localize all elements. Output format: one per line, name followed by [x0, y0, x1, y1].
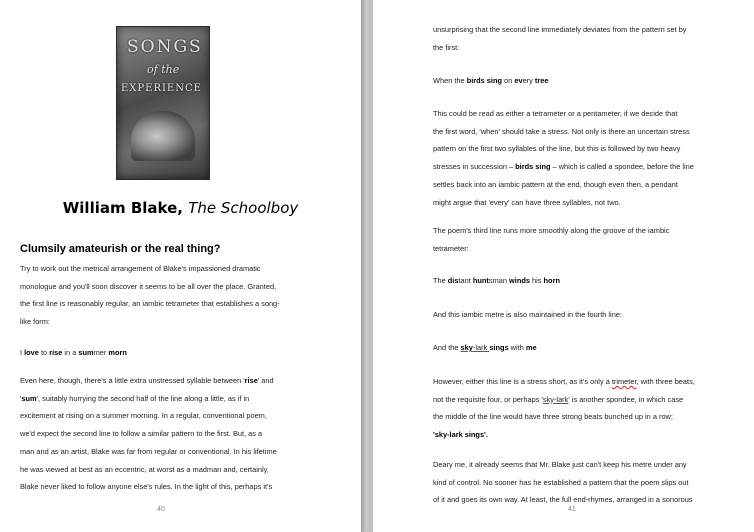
plate-word-of-the: of the — [147, 63, 180, 76]
text-line: Deary me, it already seems that Mr. Blake just can't keep his metre under any — [433, 460, 687, 469]
quoted-line-2 — [433, 72, 718, 90]
page-gutter — [361, 0, 373, 532]
spellcheck-word: trimeter — [611, 377, 637, 386]
title-author: William Blake, — [62, 199, 189, 217]
q-text: When the — [433, 76, 467, 85]
intro-paragraph — [20, 260, 303, 331]
text-line: the first line is reasonably regular, an iambic tetrameter that establishes a song- — [20, 299, 280, 309]
text-line: tetrameter: — [433, 243, 469, 253]
text-run: However, either this line is a stress short, as it's only a — [433, 377, 612, 386]
title-poem: The Schoolboy — [188, 199, 299, 217]
text-run: ' and — [257, 376, 274, 385]
text-bold: birds sing — [515, 162, 551, 172]
text-line: the middle of the line would have three strong beats bunched up in a row; — [433, 412, 673, 422]
text-line: unsurprising that the second line immediately deviates from the pattern set by — [433, 25, 687, 34]
q-stress: birds sing — [466, 76, 503, 85]
q-stress: winds — [509, 276, 530, 285]
text-run: , with three beats, — [636, 377, 695, 386]
q-text: I — [20, 348, 25, 357]
body-paragraph — [433, 222, 718, 257]
q-stress: morn — [108, 348, 127, 357]
q-text: to — [38, 348, 50, 357]
q-text: on — [502, 76, 515, 85]
text-line: the first word, 'when' should take a stress. Not only is there an uncertain stress — [433, 126, 690, 136]
text-run: ', suitably hurrying the second half of the line along a little, as if in — [36, 393, 250, 403]
text-line: like form: — [20, 317, 50, 327]
text-line: Try to work out the metrical arrangement of Blake's impassioned dramatic — [20, 264, 261, 273]
q-text: ery — [522, 76, 535, 85]
q-stress: tree — [534, 76, 549, 85]
text-line: This could be read as either a tetrameter or a pentameter, if we decide that — [433, 109, 678, 118]
text-line: monologue and you'll soon discover it seems to be all over the place. Granted, — [20, 281, 277, 291]
q-stress: horn — [543, 276, 560, 285]
section-heading: Clumsily amateurish or the real thing? — [20, 243, 221, 255]
q-text: mer — [93, 348, 109, 357]
text-line: pattern on the first two syllables of the line, but this is followed by two heavy — [433, 144, 681, 154]
q-text: in a — [62, 348, 79, 357]
text-line: kind of control. No sooner has he established a pattern that the poem slips out — [433, 477, 689, 487]
text-bold: rise — [244, 376, 258, 385]
text-line: And this iambic metre is also maintained in the fourth line: — [433, 310, 622, 319]
text-line: Blake never liked to follow anyone else's rules. In the light of this, perhaps it's — [20, 482, 273, 492]
page-number: 40 — [157, 506, 165, 513]
q-stress: sky — [460, 343, 473, 352]
text-run: ' — [20, 393, 22, 403]
text-line: The poem's third line runs more smoothly along the groove of the iambic — [433, 226, 670, 235]
q-text: The — [433, 276, 448, 285]
q-stress: dis — [447, 276, 459, 285]
q-stress: sum — [78, 348, 94, 357]
body-paragraph — [433, 105, 718, 211]
q-stress: sings — [489, 343, 509, 352]
q-stress: hunt — [472, 276, 489, 285]
body-paragraph — [433, 306, 718, 324]
quoted-line-4 — [433, 339, 718, 357]
text-run: ' is another spondee, in which case — [568, 394, 684, 404]
q-stress: me — [525, 343, 537, 352]
grammar-flag-word: sky-lark — [542, 394, 569, 404]
text-line: he was viewed at best as an eccentric, at worst as a madman and, certainly, — [20, 464, 269, 474]
page-number: 41 — [568, 506, 576, 513]
text-run: Even here, though, there's a little extra unstressed syllable between ' — [20, 376, 245, 385]
text-line: might argue that 'every' can have three syllables, not two. — [433, 197, 621, 207]
songs-of-experience-plate-image — [116, 26, 210, 180]
text-line: excitement at rising on a summer morning. In a regular, conventional poem, — [20, 411, 267, 421]
q-stress: rise — [49, 348, 63, 357]
text-line: we'd expect the second line to follow a similar pattern to the first. But, as a — [20, 429, 263, 439]
left-page — [0, 0, 361, 532]
plate-word-songs: SONGS — [127, 37, 203, 57]
page-title — [0, 199, 361, 217]
text-line: man and as an artist, Blake was far from regular or conventional. In his lifetime — [20, 446, 277, 456]
text-run: not the requisite four, or perhaps ' — [433, 394, 543, 404]
q-text: his — [529, 276, 544, 285]
q-stress: love — [24, 348, 39, 357]
text-line: settles back into an iambic pattern at the end, though even then, a pendant — [433, 179, 678, 189]
plate-word-experience: EXPERIENCE — [121, 83, 202, 94]
text-line: the first: — [433, 42, 460, 52]
quoted-line-3 — [433, 272, 718, 290]
right-page — [373, 0, 754, 532]
text-line-bold: 'sky-lark sings'. — [433, 430, 488, 440]
text-run: stresses in succession – — [433, 162, 516, 172]
q-text: And the — [433, 343, 461, 352]
quoted-line-1 — [20, 344, 303, 362]
text-line: of it and goes its own way. At least, the full end-rhymes, arranged in a sonorous — [433, 495, 693, 505]
text-run: – which is called a spondee, before the line — [550, 162, 694, 172]
q-text: sman — [488, 276, 510, 285]
body-paragraph — [20, 372, 303, 496]
plate-figures-illustration — [131, 111, 195, 161]
text-bold: sum — [21, 393, 37, 403]
body-paragraph — [433, 373, 718, 444]
q-text: -lark — [472, 343, 490, 352]
q-stress: ev — [514, 76, 523, 85]
q-text: with — [508, 343, 526, 352]
body-paragraph — [433, 456, 718, 509]
q-text: tant — [458, 276, 473, 285]
continuation-paragraph — [433, 21, 718, 56]
